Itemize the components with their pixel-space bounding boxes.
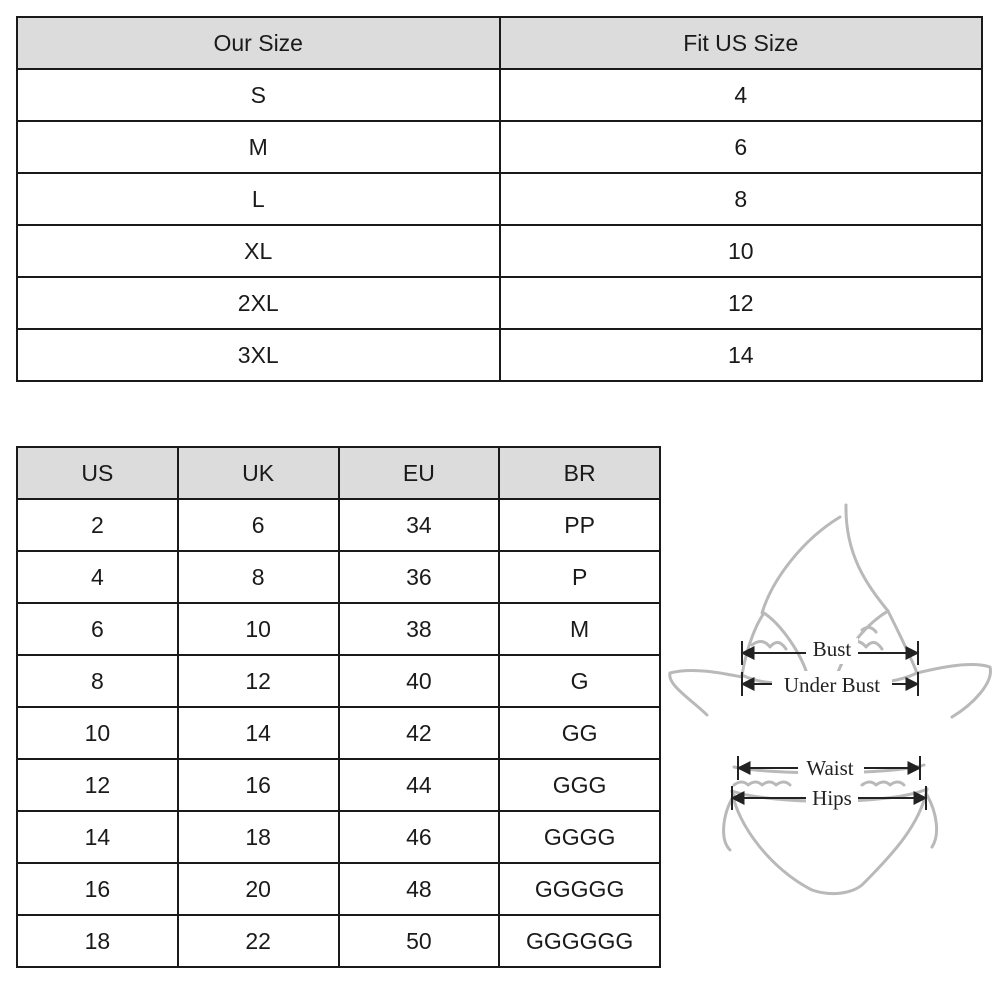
eu-cell: 34 (339, 499, 500, 551)
us-cell: 18 (17, 915, 178, 967)
fit-us-size-cell: 12 (500, 277, 983, 329)
table-row (17, 707, 660, 759)
uk-cell: 6 (178, 499, 339, 551)
uk-cell: 10 (178, 603, 339, 655)
fit-us-size-cell: 14 (500, 329, 983, 381)
bust-label: Bust (812, 637, 852, 661)
table-row (17, 759, 660, 811)
uk-cell: 20 (178, 863, 339, 915)
bikini-measurement-diagram (662, 495, 1000, 905)
br-cell: GGGG (499, 811, 660, 863)
table-row (17, 225, 982, 277)
fit-us-size-cell: 6 (500, 121, 983, 173)
our-size-cell: 2XL (17, 277, 500, 329)
table-row (17, 915, 660, 967)
under-bust-label: Under Bust (783, 673, 881, 697)
us-cell: 16 (17, 863, 178, 915)
table-row (17, 499, 660, 551)
fit-us-size-cell: 10 (500, 225, 983, 277)
eu-cell: 38 (339, 603, 500, 655)
us-cell: 8 (17, 655, 178, 707)
br-cell: G (499, 655, 660, 707)
br-cell: P (499, 551, 660, 603)
table-header-row (17, 17, 982, 69)
our-size-cell: S (17, 69, 500, 121)
br-cell: GGGGG (499, 863, 660, 915)
table-row (17, 121, 982, 173)
table-row (17, 69, 982, 121)
table-row (17, 551, 660, 603)
eu-cell: 50 (339, 915, 500, 967)
conversion-table (16, 446, 661, 968)
table-row (17, 655, 660, 707)
br-cell: GGG (499, 759, 660, 811)
uk-cell: 12 (178, 655, 339, 707)
table-header-row (17, 447, 660, 499)
eu-cell: 46 (339, 811, 500, 863)
our-size-cell: 3XL (17, 329, 500, 381)
us-cell: 14 (17, 811, 178, 863)
us-cell: 10 (17, 707, 178, 759)
us-cell: 4 (17, 551, 178, 603)
header-fit-us-size: Fit US Size (500, 17, 983, 69)
us-cell: 6 (17, 603, 178, 655)
our-size-cell: L (17, 173, 500, 225)
fit-us-size-cell: 8 (500, 173, 983, 225)
size-table (16, 16, 983, 382)
us-cell: 12 (17, 759, 178, 811)
table-row (17, 173, 982, 225)
table-row (17, 329, 982, 381)
header-eu: EU (339, 447, 500, 499)
us-cell: 2 (17, 499, 178, 551)
uk-cell: 14 (178, 707, 339, 759)
table-row (17, 811, 660, 863)
header-us: US (17, 447, 178, 499)
our-size-cell: M (17, 121, 500, 173)
table-row (17, 277, 982, 329)
table-row (17, 603, 660, 655)
our-size-cell: XL (17, 225, 500, 277)
hips-label: Hips (812, 786, 852, 810)
eu-cell: 40 (339, 655, 500, 707)
br-cell: GG (499, 707, 660, 759)
uk-cell: 8 (178, 551, 339, 603)
header-br: BR (499, 447, 660, 499)
uk-cell: 18 (178, 811, 339, 863)
eu-cell: 48 (339, 863, 500, 915)
waist-label: Waist (806, 756, 854, 780)
table-row (17, 863, 660, 915)
br-cell: M (499, 603, 660, 655)
eu-cell: 36 (339, 551, 500, 603)
eu-cell: 42 (339, 707, 500, 759)
br-cell: GGGGGG (499, 915, 660, 967)
uk-cell: 16 (178, 759, 339, 811)
eu-cell: 44 (339, 759, 500, 811)
br-cell: PP (499, 499, 660, 551)
header-our-size: Our Size (17, 17, 500, 69)
header-uk: UK (178, 447, 339, 499)
fit-us-size-cell: 4 (500, 69, 983, 121)
uk-cell: 22 (178, 915, 339, 967)
bikini-bottom-illustration (724, 765, 937, 894)
